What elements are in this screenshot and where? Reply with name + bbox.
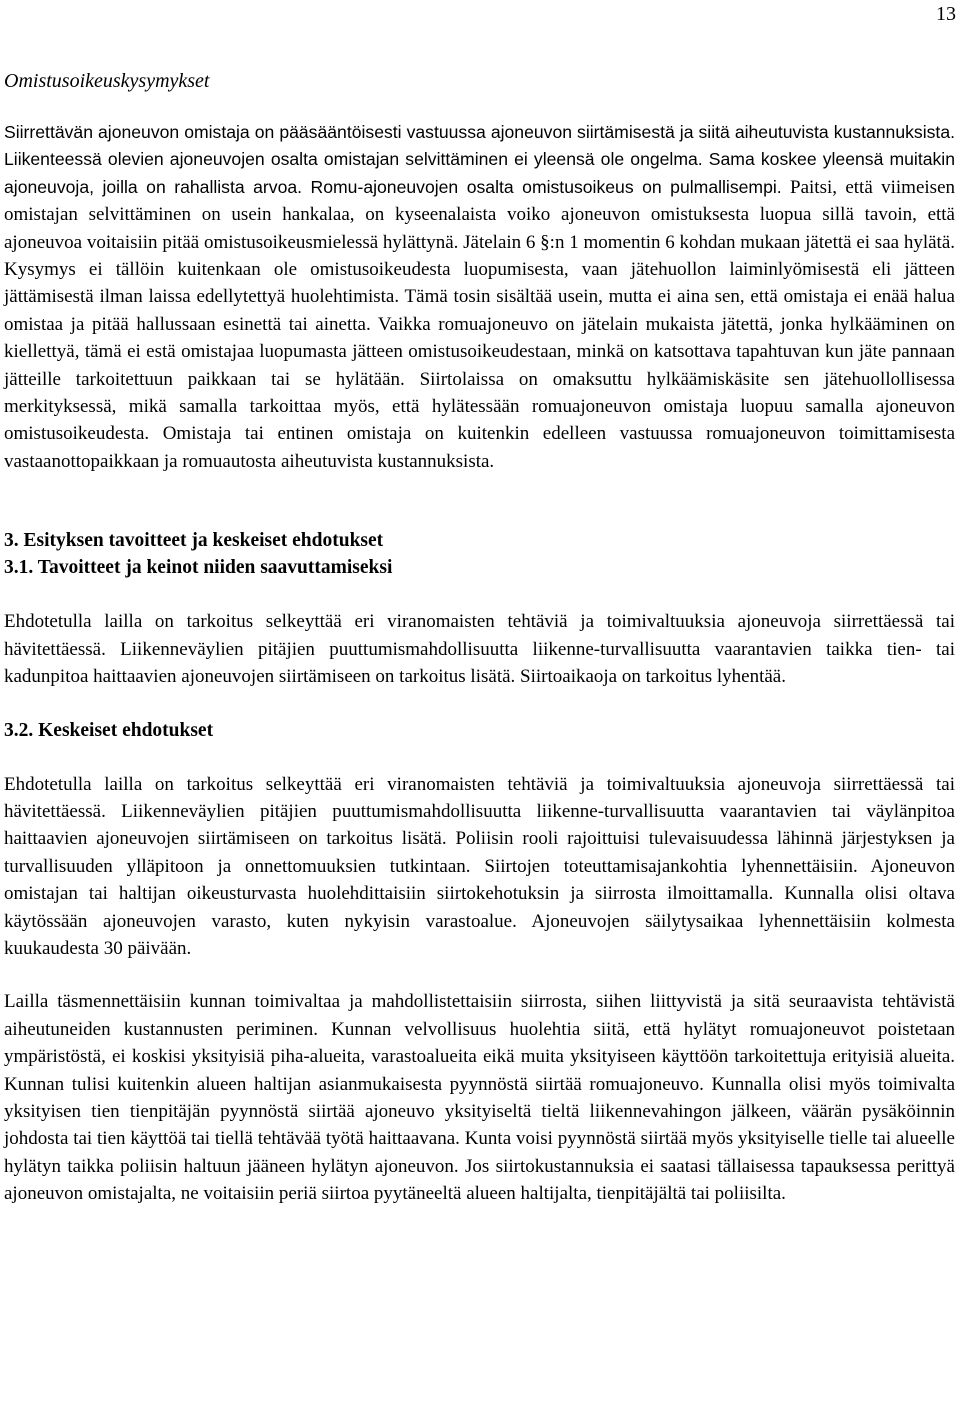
paragraph-proposals-1: Ehdotetulla lailla on tarkoitus selkeyttää eri viranomaisten tehtäviä ja toimivaltuuksia ajoneuvoja siirrettäessä tai hävitettäessä. Liikenneväylien pitäjien puuttumismahdollisuutta liikenne-turvallisuutta vaarantavien tai väylänpitoa haittaavien ajoneuvojen siirtämiseen on tarkoitus lisätä. Poliisin rooli rajoittuisi tulevaisuudessa lähinnä järjestyksen ja turvallisuuden ylläpitoon ja onnettomuuksien tutkintaan. Siirtojen toteuttamisajankohtia lyhennettäisiin. Ajoneuvon omistajan tai haltijan oikeusturvasta huolehdittaisiin siirtokehotuksin ja siirrosta ilmoittamalla. Kunnalla olisi oltava käytössään ajoneuvojen varasto, kuten nykyisin varastoalue. Ajoneuvojen säilytysaikaa lyhennettäisiin kolmesta kuukaudesta 30 päivään. (4, 773, 955, 959)
spacer (4, 581, 955, 608)
heading-section-3-1: 3.1. Tavoitteet ja keinot niiden saavuttamiseksi (4, 557, 393, 579)
spacer (4, 691, 955, 717)
page-number: 13 (936, 3, 956, 25)
spacer (4, 962, 955, 988)
spacer (4, 475, 955, 527)
heading-section-3: 3. Esityksen tavoitteet ja keskeiset ehdotukset (4, 530, 384, 552)
paragraph-objectives: Ehdotetulla lailla on tarkoitus selkeyttää eri viranomaisten tehtäviä ja toimivaltuuksia ajoneuvoja siirrettäessä tai hävitettäessä. Liikenneväylien pitäjien puuttumismahdollisuutta liikenne-turvallisuutta vaarantavien taikka tien- tai kadunpitoa haittaavien ajoneuvojen siirtämiseen on tarkoitus lisätä. Siirtoaikaoja on tarkoitus lyhentää. (4, 611, 955, 688)
paragraph-ownership-sans-run: Siirrettävän ajoneuvon omistaja on pääsääntöisesti vastuussa ajoneuvon siirtämisestä ja siitä aiheutuvista kustannuksista. Liikenteessä olevien ajoneuvojen osalta omistajan selvittäminen ei yleensä ole ongelma. Sama koskee yleensä muitakin ajoneuvoja, joilla on rahallista arvoa. Romu-ajoneuvojen osalta omistusoikeus on pulmallisempi. (4, 122, 955, 197)
paragraph-ownership-serif-run: Paitsi, että viimeisen omistajan selvittäminen on usein hankalaa, on kyseenalaista voiko ajoneuvon omistuksesta luopua sillä tavoin, että ajoneuvoa voitaisiin pitää omistusoikeusmielessä hylättynä. Jätelain 6 §:n 1 momentin 6 kohdan mukaan jätettä ei saa hylätä. Kysymys ei tällöin kuitenkaan ole omistusoikeudesta luopumisesta, vaan jätehuollon laiminlyömisestä eli jätteen jättämisestä ilman laissa edellytettyä huolehtimista. Tämä tosin sisältää usein, mutta ei aina sen, että omistaja ei enää halua omistaa ja pitää hallussaan esinettä tai ainetta. Vaikka romuajoneuvo on jätelain mukaista jätettä, jonka hylkääminen on kiellettyä, tämä ei estä omistajaa luopumasta jätteen omistusoikeudestaan, minkä on katsottava tapahtuvan kun jäte pannaan jätteille tarkoitettuun paikkaan tai se hylätään. Siirtolaissa on omaksuttu hylkäämiskäsite sen jätehuollollisessa merkityksessä, mikä samalla tarkoittaa myös, että hylätessään romuajoneuvon omistaja luopuu samalla ajoneuvon omistusoikeudesta. Omistaja tai entinen omistaja on kuitenkin edelleen vastuussa romuajoneuvon toimittamisesta vastaanottopaikkaan ja romuautosta aiheutuvista kustannuksista. (4, 176, 955, 472)
paragraph-proposals-2: Lailla täsmennettäisiin kunnan toimivaltaa ja mahdollistettaisiin siirrosta, siihen liittyvistä ja sitä seuraavista tehtävistä aiheutuneiden kustannusten periminen. Kunnan velvollisuus huolehtia siitä, että hylätyt romuajoneuvot poistetaan ympäristöstä, ei koskisi yksityisiä piha-alueita, varastoalueita eikä muita yksityiseen käyttöön tarkoitettuja erityisiä alueita. Kunnan tulisi kuitenkin alueen haltijan asianmukaisesta pyynnöstä siirtää romuajoneuvo. Kunnalla olisi myös toimivalta yksityisen tien tienpitäjän pyynnöstä siirtää ajoneuvo yksityiseltä tieltä liikennevahingon jälkeen, väärän pysäköinnin johdosta tai tien käyttöä tai tiellä tehtävää työtä haittaavana. Kunta voisi pyynnöstä siirtää myös yksityiselle tielle tai alueelle hylätyn taikka poliisin haltuun jääneen hylätyn ajoneuvon. Jos siirtokustannuksia ei saatasi tällaisessa tapauksessa perittyä ajoneuvon omistajalta, ne voitaisiin periä siirtoa pyytäneeltä alueen haltijalta, tienpitäjältä tai poliisilta. (4, 991, 955, 1205)
section-title-ownership: Omistusoikeuskysymykset (4, 70, 210, 92)
page-content (4, 68, 955, 1208)
paragraph-ownership (4, 119, 955, 475)
spacer (4, 744, 955, 771)
heading-section-3-2: 3.2. Keskeiset ehdotukset (4, 719, 214, 741)
